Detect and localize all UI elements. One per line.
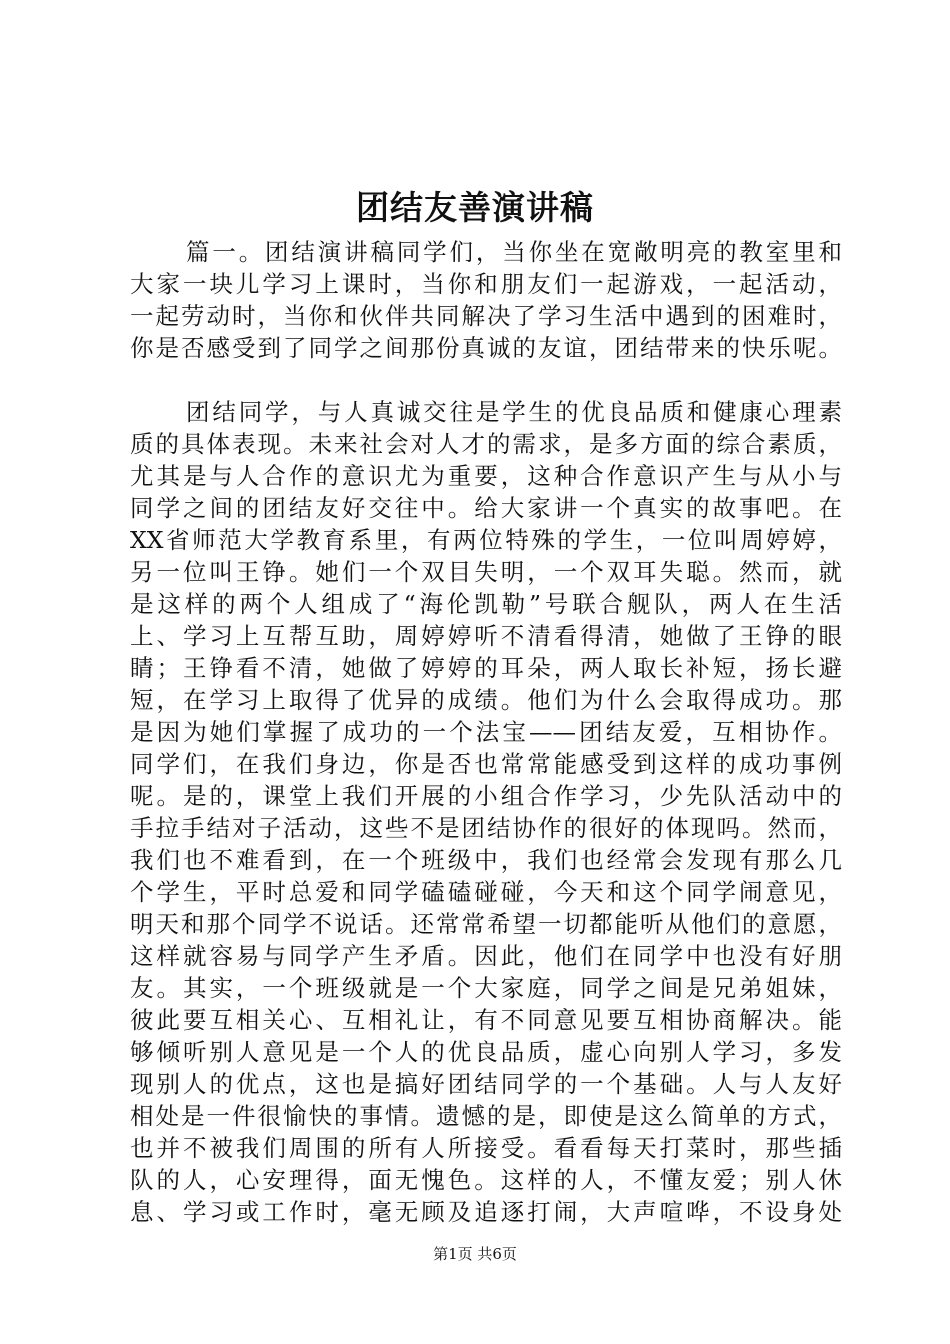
text-line: 同学们，在我们身边，你是否也常常能感受到这样的成功事例 (130, 750, 842, 778)
text-line: 够倾听别人意见是一个人的优良品质，虚心向别人学习，多发 (130, 1038, 842, 1066)
text-line: 手拉手结对子活动，这些不是团结协作的很好的体现吗。然而， (130, 814, 842, 842)
text-line: 尤其是与人合作的意识尤为重要，这种合作意识产生与从小与 (130, 462, 842, 490)
text-line: 上、学习上互帮互助，周婷婷听不清看得清，她做了王铮的眼 (130, 622, 842, 650)
paragraph-spacer (130, 364, 842, 396)
text-line: 明天和那个同学不说话。还常常希望一切都能听从他们的意愿， (130, 910, 842, 938)
text-line: 睛；王铮看不清，她做了婷婷的耳朵，两人取长补短，扬长避 (130, 654, 842, 682)
text-line: 短，在学习上取得了优异的成绩。他们为什么会取得成功。那 (130, 686, 842, 714)
text-line: XX省师范大学教育系里，有两位特殊的学生，一位叫周婷婷， (130, 526, 842, 554)
text-line: 是这样的两个人组成了“海伦凯勒”号联合舰队，两人在生活 (130, 590, 842, 618)
text-line: 相处是一件很愉快的事情。遗憾的是，即使是这么简单的方式， (130, 1102, 842, 1130)
text-line: 是因为她们掌握了成功的一个法宝——团结友爱，互相协作。 (130, 718, 842, 746)
text-line: 彼此要互相关心、互相礼让，有不同意见要互相协商解决。能 (130, 1006, 842, 1034)
text-line: 另一位叫王铮。她们一个双目失明，一个双耳失聪。然而，就 (130, 558, 842, 586)
text-line: 呢。是的，课堂上我们开展的小组合作学习，少先队活动中的 (130, 782, 842, 810)
text-line: 同学之间的团结友好交往中。给大家讲一个真实的故事吧。在 (130, 494, 842, 522)
text-line: 篇一。团结演讲稿同学们，当你坐在宽敞明亮的教室里和 (186, 238, 842, 266)
paragraph-1 (130, 236, 842, 364)
page-footer: 第1页 共6页 (433, 1245, 517, 1263)
document-body (130, 236, 842, 1228)
text-line: 队的人，心安理得，面无愧色。这样的人，不懂友爱；别人休 (130, 1166, 842, 1194)
text-line: 息、学习或工作时，毫无顾及追逐打闹，大声喧哗，不设身处 (130, 1198, 842, 1226)
text-line: 也并不被我们周围的所有人所接受。看看每天打菜时，那些插 (130, 1134, 842, 1162)
text-line: 大家一块儿学习上课时，当你和朋友们一起游戏，一起活动， (130, 270, 842, 298)
text-line: 团结同学，与人真诚交往是学生的优良品质和健康心理素 (186, 398, 842, 426)
text-line: 现别人的优点，这也是搞好团结同学的一个基础。人与人友好 (130, 1070, 842, 1098)
text-line: 友。其实，一个班级就是一个大家庭，同学之间是兄弟姐妹， (130, 974, 842, 1002)
text-line: 这样就容易与同学产生矛盾。因此，他们在同学中也没有好朋 (130, 942, 842, 970)
text-line: 质的具体表现。未来社会对人才的需求，是多方面的综合素质， (130, 430, 842, 458)
text-line: 我们也不难看到，在一个班级中，我们也经常会发现有那么几 (130, 846, 842, 874)
text-line: 个学生，平时总爱和同学磕磕碰碰，今天和这个同学闹意见， (130, 878, 842, 906)
document-title: 团结友善演讲稿 (356, 188, 594, 227)
text-line: 你是否感受到了同学之间那份真诚的友谊，团结带来的快乐呢。 (130, 334, 842, 362)
text-line: 一起劳动时，当你和伙伴共同解决了学习生活中遇到的困难时， (130, 302, 842, 330)
paragraph-2 (130, 396, 842, 1228)
